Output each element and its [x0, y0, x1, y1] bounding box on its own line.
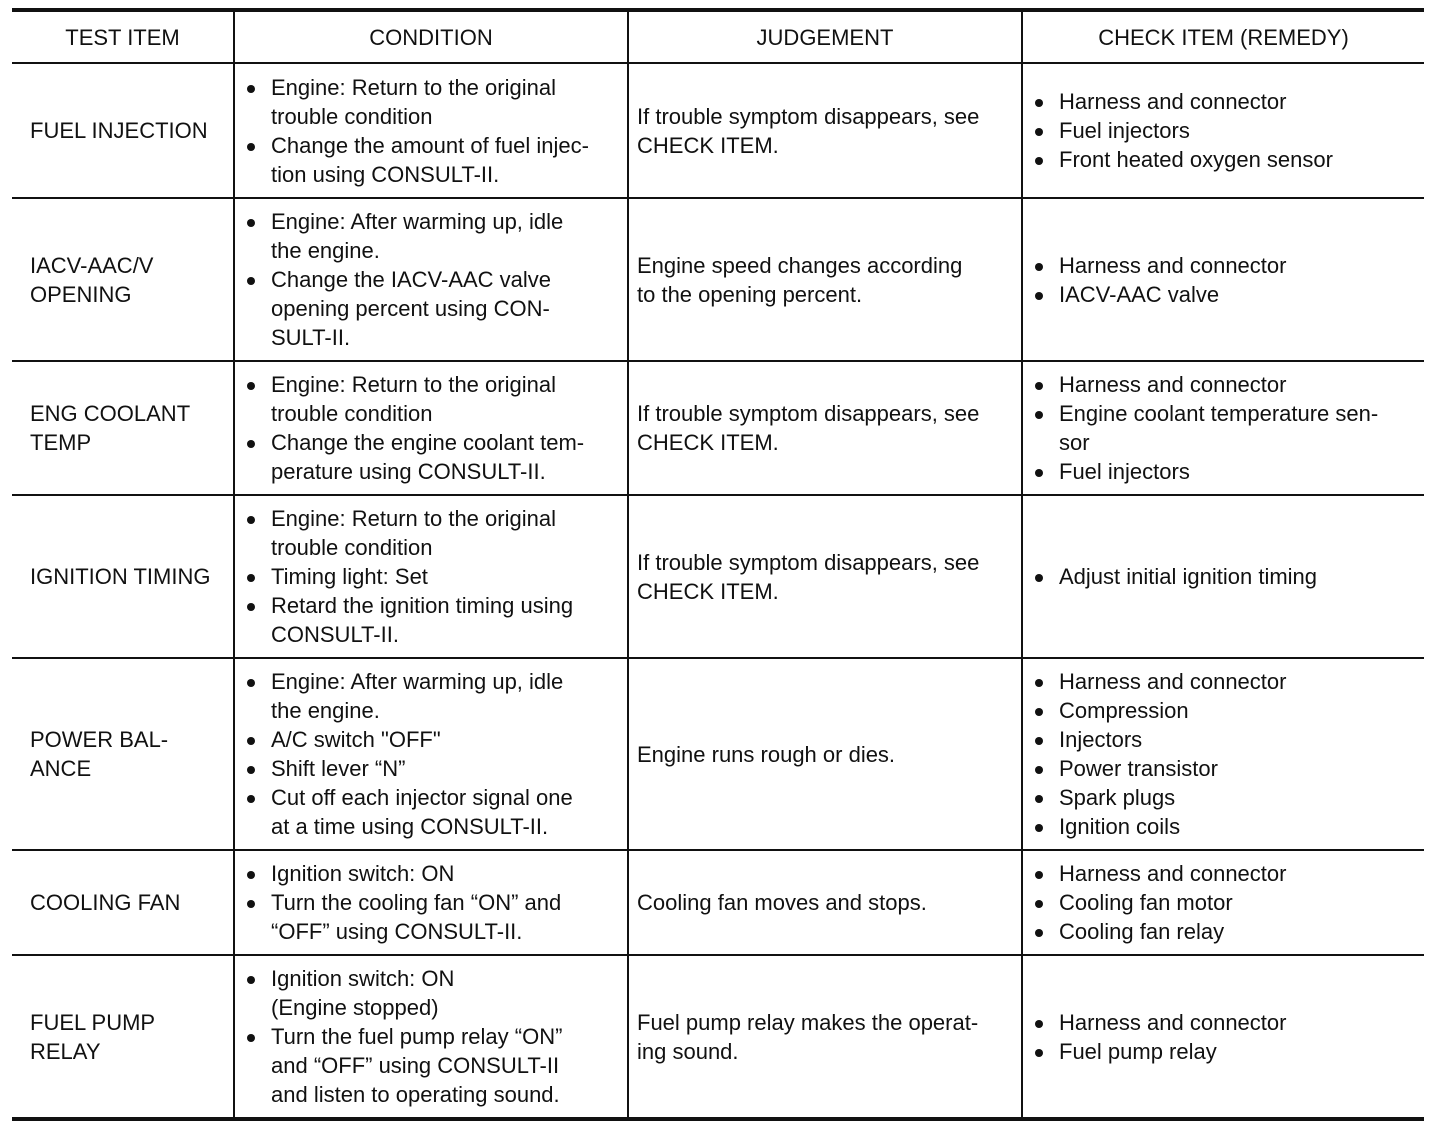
- check-list-item: Power transistor: [1031, 754, 1416, 783]
- condition-list-item: Turn the cooling fan “ON” and “OFF” using CONSULT-II.: [243, 888, 619, 946]
- condition-list-item: Retard the ignition timing using CONSULT-II.: [243, 591, 619, 649]
- condition-list: [243, 964, 619, 1109]
- header-check-item: CHECK ITEM (REMEDY): [1022, 10, 1424, 63]
- condition-list-item: Change the amount of fuel injec- tion using CONSULT-II.: [243, 131, 619, 189]
- check-item-list: [1031, 251, 1416, 309]
- check-item-list: [1031, 562, 1416, 591]
- check-list-item: Injectors: [1031, 725, 1416, 754]
- condition-list-item: Timing light: Set: [243, 562, 619, 591]
- check-list-item: Engine coolant temperature sen- sor: [1031, 399, 1416, 457]
- condition-cell: [234, 63, 628, 198]
- table-row: [12, 850, 1424, 955]
- check-item-list: [1031, 1008, 1416, 1066]
- check-list-item: Harness and connector: [1031, 87, 1416, 116]
- check-item-list: [1031, 667, 1416, 841]
- condition-cell: [234, 955, 628, 1119]
- judgement-cell: Engine speed changes according to the opening percent.: [628, 198, 1022, 361]
- test-item-cell: POWER BAL- ANCE: [30, 727, 169, 781]
- test-item-cell: IGNITION TIMING: [30, 564, 211, 589]
- check-list-item: Spark plugs: [1031, 783, 1416, 812]
- check-list-item: Harness and connector: [1031, 1008, 1416, 1037]
- condition-list-item: Engine: After warming up, idle the engine.: [243, 207, 619, 265]
- condition-list-item: Cut off each injector signal one at a time using CONSULT-II.: [243, 783, 619, 841]
- judgement-cell: Engine runs rough or dies.: [628, 658, 1022, 850]
- condition-cell: [234, 361, 628, 495]
- condition-list: [243, 859, 619, 946]
- condition-list-item: Engine: Return to the original trouble condition: [243, 504, 619, 562]
- condition-list-item: Change the engine coolant tem- perature using CONSULT-II.: [243, 428, 619, 486]
- table-row: [12, 955, 1424, 1119]
- test-item-cell: IACV-AAC/V OPENING: [30, 252, 154, 307]
- condition-cell: [234, 198, 628, 361]
- condition-cell: [234, 850, 628, 955]
- check-list-item: Ignition coils: [1031, 812, 1416, 841]
- check-list-item: Adjust initial ignition timing: [1031, 562, 1416, 591]
- check-list-item: Fuel injectors: [1031, 457, 1416, 486]
- condition-cell: [234, 495, 628, 658]
- check-item-cell: [1022, 63, 1424, 198]
- check-list-item: Compression: [1031, 696, 1416, 725]
- check-list-item: Front heated oxygen sensor: [1031, 145, 1416, 174]
- check-list-item: Fuel injectors: [1031, 116, 1416, 145]
- test-item-cell: COOLING FAN: [30, 890, 181, 915]
- header-judgement: JUDGEMENT: [628, 10, 1022, 63]
- check-list-item: Harness and connector: [1031, 667, 1416, 696]
- check-list-item: Cooling fan motor: [1031, 888, 1416, 917]
- check-list-item: IACV-AAC valve: [1031, 280, 1416, 309]
- condition-list: [243, 370, 619, 486]
- check-list-item: Harness and connector: [1031, 859, 1416, 888]
- test-table-wrapper: [12, 8, 1424, 1121]
- check-list-item: Cooling fan relay: [1031, 917, 1416, 946]
- check-item-cell: [1022, 198, 1424, 361]
- condition-list: [243, 73, 619, 189]
- header-condition: CONDITION: [234, 10, 628, 63]
- condition-list-item: Shift lever “N”: [243, 754, 619, 783]
- header-test-item: TEST ITEM: [65, 24, 180, 50]
- condition-list-item: A/C switch "OFF": [243, 725, 619, 754]
- check-list-item: Harness and connector: [1031, 370, 1416, 399]
- table-body: [12, 63, 1424, 1119]
- judgement-cell: If trouble symptom disappears, see CHECK ITEM.: [628, 361, 1022, 495]
- check-item-list: [1031, 859, 1416, 946]
- check-item-cell: [1022, 361, 1424, 495]
- check-item-cell: [1022, 495, 1424, 658]
- condition-list: [243, 504, 619, 649]
- check-item-cell: [1022, 850, 1424, 955]
- header-row: [12, 10, 1424, 63]
- check-item-list: [1031, 87, 1416, 174]
- check-item-cell: [1022, 658, 1424, 850]
- test-item-cell: FUEL PUMP RELAY: [30, 1009, 156, 1064]
- condition-list-item: Change the IACV-AAC valve opening percent using CON- SULT-II.: [243, 265, 619, 352]
- condition-list: [243, 207, 619, 352]
- active-test-table: [12, 8, 1424, 1121]
- condition-list-item: Ignition switch: ON: [243, 859, 619, 888]
- judgement-cell: Fuel pump relay makes the operat- ing sound.: [628, 955, 1022, 1119]
- condition-list-item: Ignition switch: ON (Engine stopped): [243, 964, 619, 1022]
- test-item-cell: FUEL INJECTION: [30, 118, 208, 143]
- table-row: [12, 495, 1424, 658]
- condition-list-item: Engine: After warming up, idle the engine.: [243, 667, 619, 725]
- condition-list-item: Engine: Return to the original trouble condition: [243, 370, 619, 428]
- table-row: [12, 198, 1424, 361]
- table-row: [12, 63, 1424, 198]
- condition-list-item: Engine: Return to the original trouble condition: [243, 73, 619, 131]
- condition-list-item: Turn the fuel pump relay “ON” and “OFF” using CONSULT-II and listen to operating sound.: [243, 1022, 619, 1109]
- judgement-cell: If trouble symptom disappears, see CHECK ITEM.: [628, 63, 1022, 198]
- condition-list: [243, 667, 619, 841]
- test-item-cell: ENG COOLANT TEMP: [30, 401, 191, 455]
- check-list-item: Harness and connector: [1031, 251, 1416, 280]
- judgement-cell: If trouble symptom disappears, see CHECK ITEM.: [628, 495, 1022, 658]
- table-row: [12, 658, 1424, 850]
- check-item-cell: [1022, 955, 1424, 1119]
- check-item-list: [1031, 370, 1416, 486]
- condition-cell: [234, 658, 628, 850]
- judgement-cell: Cooling fan moves and stops.: [628, 850, 1022, 955]
- check-list-item: Fuel pump relay: [1031, 1037, 1416, 1066]
- table-row: [12, 361, 1424, 495]
